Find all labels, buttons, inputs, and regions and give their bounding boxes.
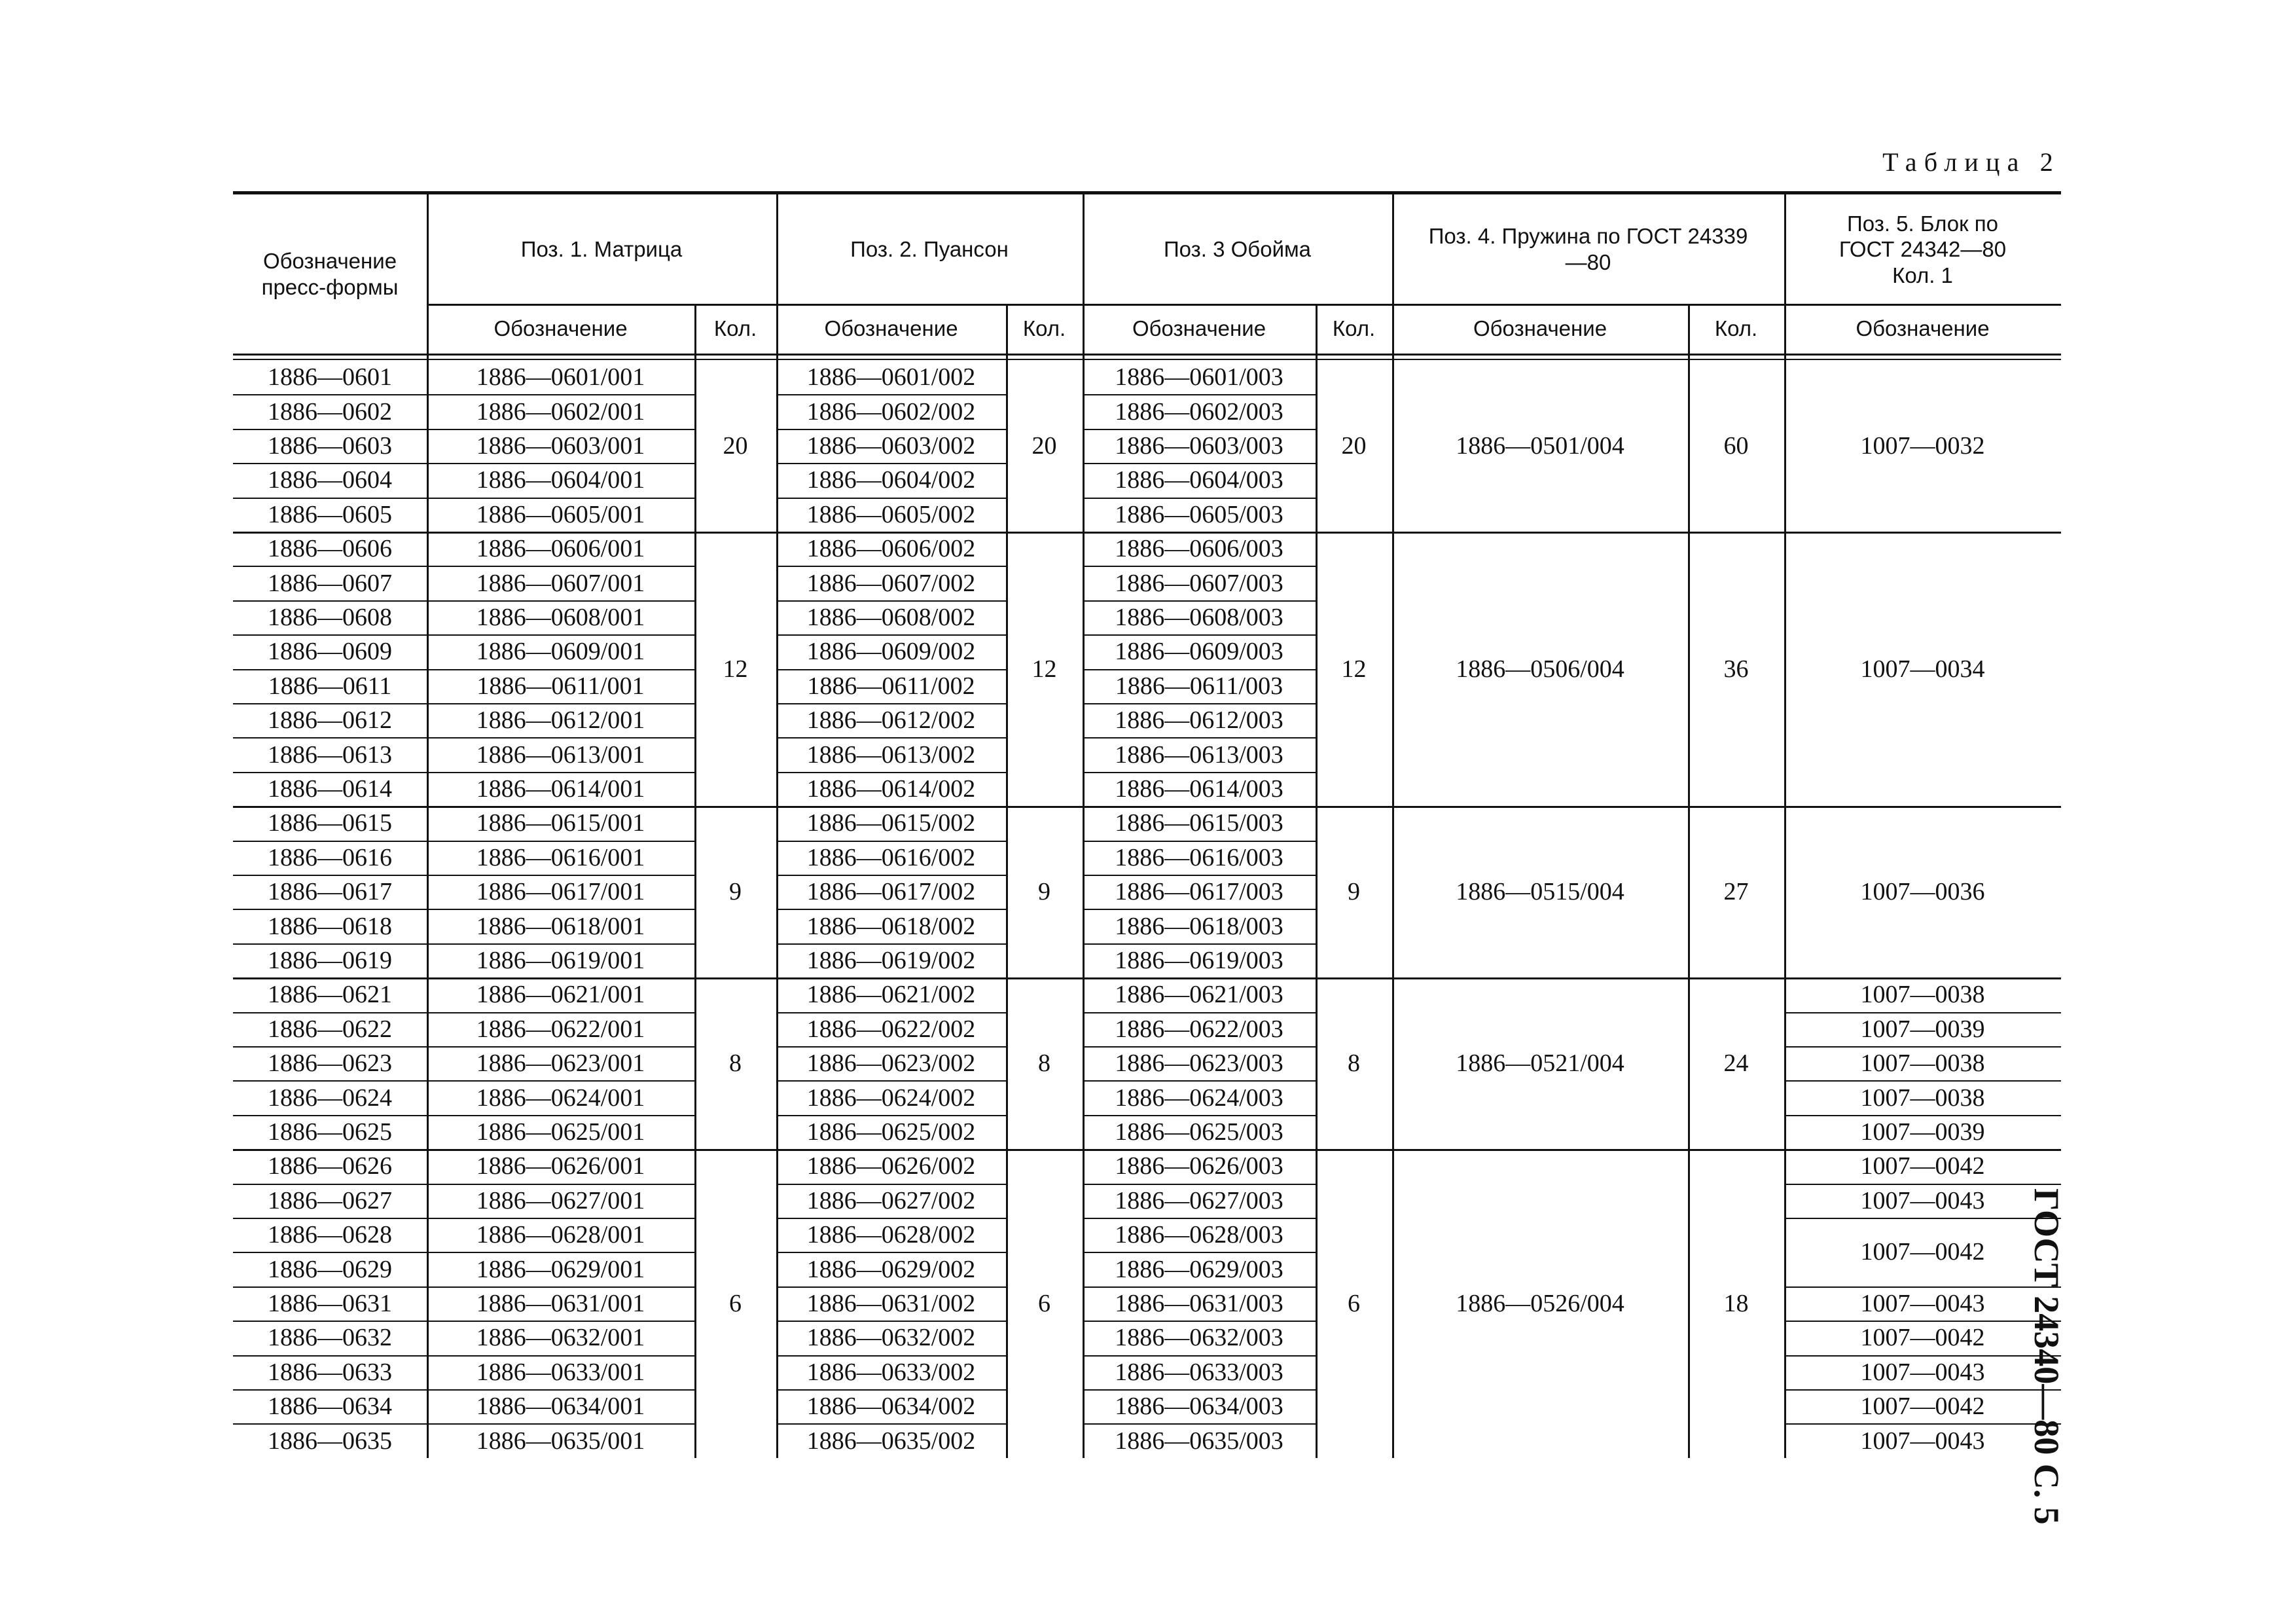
block-designation: 1007—0043: [1860, 1186, 1985, 1214]
mold-designation: 1886—0618: [268, 912, 392, 940]
punch-designation: 1886—0619/002: [806, 946, 976, 974]
mold-designation: 1886—0614: [268, 775, 392, 803]
punch-qty: 9: [1038, 878, 1050, 906]
mold-designation: 1886—0631: [268, 1289, 392, 1317]
holder-designation: 1886—0607/003: [1115, 569, 1283, 597]
mold-designation: 1886—0617: [268, 878, 392, 906]
mold-designation: 1886—0613: [268, 740, 392, 769]
header-bottom-rule: [233, 354, 2061, 356]
punch-designation: 1886—0615/002: [806, 809, 976, 837]
header-pos5-block: Поз. 5. Блок по ГОСТ 24342—80 Кол. 1: [1839, 211, 2007, 287]
holder-designation: 1886—0621/003: [1115, 981, 1283, 1009]
block-designation: 1007—0042: [1860, 1393, 1985, 1421]
block-designation: 1007—0039: [1860, 1015, 1985, 1043]
block-designation: 1007—0043: [1860, 1427, 1985, 1455]
holder-qty: 12: [1341, 655, 1367, 683]
punch-designation: 1886—0626/002: [806, 1152, 976, 1180]
punch-designation: 1886—0611/002: [807, 672, 975, 700]
holder-designation: 1886—0614/003: [1115, 775, 1283, 803]
matrix-designation: 1886—0616/001: [476, 843, 645, 871]
holder-designation: 1886—0623/003: [1115, 1049, 1283, 1078]
matrix-designation: 1886—0606/001: [476, 535, 645, 563]
holder-designation: 1886—0633/003: [1115, 1358, 1283, 1386]
punch-designation: 1886—0632/002: [806, 1324, 976, 1352]
matrix-designation: 1886—0613/001: [476, 740, 645, 769]
matrix-designation: 1886—0609/001: [476, 638, 645, 666]
holder-designation: 1886—0624/003: [1115, 1084, 1283, 1112]
mold-designation: 1886—0624: [268, 1084, 392, 1112]
matrix-designation: 1886—0615/001: [476, 809, 645, 837]
mold-designation: 1886—0608: [268, 603, 392, 631]
punch-qty: 20: [1031, 432, 1057, 460]
holder-designation: 1886—0603/003: [1115, 431, 1283, 460]
mold-designation: 1886—0625: [268, 1118, 392, 1146]
matrix-designation: 1886—0611/001: [476, 672, 645, 700]
matrix-qty: 9: [729, 878, 742, 906]
holder-qty: 8: [1348, 1049, 1360, 1078]
mold-designation: 1886—0616: [268, 843, 392, 871]
spring-designation: 1886—0515/004: [1456, 878, 1624, 906]
spring-designation: 1886—0501/004: [1456, 432, 1624, 460]
punch-designation: 1886—0616/002: [806, 843, 976, 871]
punch-designation: 1886—0618/002: [806, 912, 976, 940]
header-mold-designation: Обозначение пресс-формы: [261, 249, 399, 299]
holder-qty: 6: [1348, 1289, 1360, 1317]
matrix-designation: 1886—0628/001: [476, 1221, 645, 1249]
matrix-designation: 1886—0619/001: [476, 946, 645, 974]
punch-designation: 1886—0623/002: [806, 1049, 976, 1078]
mold-designation: 1886—0628: [268, 1221, 392, 1249]
matrix-designation: 1886—0605/001: [476, 500, 645, 528]
punch-designation: 1886—0603/002: [806, 431, 976, 460]
holder-designation: 1886—0605/003: [1115, 500, 1283, 528]
holder-designation: 1886—0632/003: [1115, 1324, 1283, 1352]
matrix-designation: 1886—0608/001: [476, 603, 645, 631]
punch-designation: 1886—0602/002: [806, 397, 976, 426]
holder-designation: 1886—0629/003: [1115, 1255, 1283, 1283]
holder-designation: 1886—0613/003: [1115, 740, 1283, 769]
sub-qty-2: Кол.: [1022, 316, 1066, 341]
punch-designation: 1886—0624/002: [806, 1084, 976, 1112]
document-code: ГОСТ 24340—80 С. 5: [2027, 1188, 2066, 1525]
punch-designation: 1886—0625/002: [806, 1118, 976, 1146]
mold-designation: 1886—0601: [268, 363, 392, 392]
holder-designation: 1886—0635/003: [1115, 1427, 1283, 1455]
punch-designation: 1886—0631/002: [806, 1289, 976, 1317]
mold-designation: 1886—0605: [268, 500, 392, 528]
matrix-designation: 1886—0614/001: [476, 775, 645, 803]
block-designation: 1007—0038: [1860, 1084, 1985, 1112]
sub-designation-4: Обозначение: [1473, 316, 1607, 341]
holder-designation: 1886—0619/003: [1115, 946, 1283, 974]
block-designation: 1007—0032: [1860, 432, 1985, 460]
mold-designation: 1886—0623: [268, 1049, 392, 1078]
mold-designation: 1886—0612: [268, 706, 392, 735]
holder-designation: 1886—0606/003: [1115, 535, 1283, 563]
punch-designation: 1886—0628/002: [806, 1221, 976, 1249]
header-pos3-holder: Поз. 3 Обойма: [1163, 237, 1312, 262]
punch-designation: 1886—0614/002: [806, 775, 976, 803]
block-designation: 1007—0038: [1860, 1049, 1985, 1078]
holder-designation: 1886—0618/003: [1115, 912, 1283, 940]
matrix-qty: 8: [729, 1049, 742, 1078]
block-designation: 1007—0042: [1860, 1152, 1985, 1180]
holder-designation: 1886—0622/003: [1115, 1015, 1283, 1043]
sub-designation-2: Обозначение: [824, 316, 958, 341]
holder-designation: 1886—0631/003: [1115, 1289, 1283, 1317]
mold-designation: 1886—0633: [268, 1358, 392, 1386]
punch-designation: 1886—0633/002: [806, 1358, 976, 1386]
holder-designation: 1886—0602/003: [1115, 397, 1283, 426]
sub-designation-3: Обозначение: [1132, 316, 1266, 341]
holder-designation: 1886—0612/003: [1115, 706, 1283, 735]
mold-designation: 1886—0622: [268, 1015, 392, 1043]
matrix-designation: 1886—0625/001: [476, 1118, 645, 1146]
press-form-table: [233, 191, 2061, 1461]
matrix-designation: 1886—0607/001: [476, 569, 645, 597]
punch-designation: 1886—0629/002: [806, 1255, 976, 1283]
matrix-designation: 1886—0627/001: [476, 1186, 645, 1214]
block-designation: 1007—0036: [1860, 878, 1985, 906]
mold-designation: 1886—0635: [268, 1427, 392, 1455]
spring-qty: 27: [1723, 878, 1749, 906]
sub-designation-5: Обозначение: [1856, 316, 1990, 341]
mold-designation: 1886—0621: [268, 981, 392, 1009]
matrix-designation: 1886—0622/001: [476, 1015, 645, 1043]
matrix-designation: 1886—0621/001: [476, 981, 645, 1009]
holder-designation: 1886—0626/003: [1115, 1152, 1283, 1180]
holder-designation: 1886—0634/003: [1115, 1393, 1283, 1421]
matrix-designation: 1886—0601/001: [476, 363, 645, 392]
punch-designation: 1886—0622/002: [806, 1015, 976, 1043]
spring-designation: 1886—0506/004: [1456, 655, 1624, 683]
matrix-designation: 1886—0617/001: [476, 878, 645, 906]
matrix-designation: 1886—0632/001: [476, 1324, 645, 1352]
punch-designation: 1886—0627/002: [806, 1186, 976, 1214]
matrix-designation: 1886—0629/001: [476, 1255, 645, 1283]
spring-designation: 1886—0521/004: [1456, 1049, 1624, 1078]
holder-designation: 1886—0627/003: [1115, 1186, 1283, 1214]
matrix-designation: 1886—0634/001: [476, 1393, 645, 1421]
punch-qty: 6: [1038, 1289, 1050, 1317]
matrix-qty: 20: [723, 432, 748, 460]
mold-designation: 1886—0611: [268, 672, 392, 700]
matrix-designation: 1886—0626/001: [476, 1152, 645, 1180]
mold-designation: 1886—0632: [268, 1324, 392, 1352]
holder-designation: 1886—0616/003: [1115, 843, 1283, 871]
matrix-qty: 6: [729, 1289, 742, 1317]
spring-qty: 18: [1723, 1289, 1749, 1317]
block-designation: 1007—0043: [1860, 1289, 1985, 1317]
mold-designation: 1886—0615: [268, 809, 392, 837]
block-designation: 1007—0043: [1860, 1358, 1985, 1386]
punch-designation: 1886—0607/002: [806, 569, 976, 597]
block-designation: 1007—0038: [1860, 981, 1985, 1009]
header-pos1-matrix: Поз. 1. Матрица: [520, 237, 683, 262]
holder-designation: 1886—0615/003: [1115, 809, 1283, 837]
punch-designation: 1886—0606/002: [806, 535, 976, 563]
punch-designation: 1886—0605/002: [806, 500, 976, 528]
sub-designation-1: Обозначение: [493, 316, 628, 341]
holder-designation: 1886—0628/003: [1115, 1221, 1283, 1249]
matrix-designation: 1886—0602/001: [476, 397, 645, 426]
table-caption: Таблица 2: [1882, 147, 2060, 177]
matrix-designation: 1886—0604/001: [476, 466, 645, 494]
matrix-designation: 1886—0633/001: [476, 1358, 645, 1386]
punch-designation: 1886—0608/002: [806, 603, 976, 631]
spring-qty: 60: [1723, 432, 1749, 460]
mold-designation: 1886—0604: [268, 466, 392, 494]
sub-qty-4: Кол.: [1714, 316, 1758, 341]
punch-designation: 1886—0621/002: [806, 981, 976, 1009]
block-designation: 1007—0042: [1860, 1238, 1985, 1266]
mold-designation: 1886—0609: [268, 638, 392, 666]
holder-designation: 1886—0625/003: [1115, 1118, 1283, 1146]
matrix-designation: 1886—0635/001: [476, 1427, 645, 1455]
block-designation: 1007—0034: [1860, 655, 1985, 683]
table-top-rule: [233, 191, 2061, 194]
punch-designation: 1886—0635/002: [806, 1427, 976, 1455]
block-designation: 1007—0042: [1860, 1324, 1985, 1352]
spring-qty: 24: [1723, 1049, 1749, 1078]
matrix-designation: 1886—0631/001: [476, 1289, 645, 1317]
punch-designation: 1886—0604/002: [806, 466, 976, 494]
holder-designation: 1886—0609/003: [1115, 638, 1283, 666]
punch-qty: 12: [1031, 655, 1057, 683]
holder-designation: 1886—0611/003: [1115, 672, 1283, 700]
mold-designation: 1886—0607: [268, 569, 392, 597]
punch-designation: 1886—0613/002: [806, 740, 976, 769]
matrix-designation: 1886—0624/001: [476, 1084, 645, 1112]
matrix-designation: 1886—0612/001: [476, 706, 645, 735]
punch-designation: 1886—0601/002: [806, 363, 976, 392]
punch-designation: 1886—0609/002: [806, 638, 976, 666]
holder-designation: 1886—0617/003: [1115, 878, 1283, 906]
punch-qty: 8: [1038, 1049, 1050, 1078]
mold-designation: 1886—0619: [268, 946, 392, 974]
punch-designation: 1886—0612/002: [806, 706, 976, 735]
mold-designation: 1886—0606: [268, 535, 392, 563]
header-pos4-spring: Поз. 4. Пружина по ГОСТ 24339—80: [1428, 224, 1748, 274]
mold-designation: 1886—0602: [268, 397, 392, 426]
mold-designation: 1886—0627: [268, 1186, 392, 1214]
header-pos2-punch: Поз. 2. Пуансон: [850, 237, 1009, 262]
spring-qty: 36: [1723, 655, 1749, 683]
mold-designation: 1886—0626: [268, 1152, 392, 1180]
holder-designation: 1886—0604/003: [1115, 466, 1283, 494]
block-designation: 1007—0039: [1860, 1118, 1985, 1146]
matrix-qty: 12: [723, 655, 748, 683]
punch-designation: 1886—0617/002: [806, 878, 976, 906]
punch-designation: 1886—0634/002: [806, 1393, 976, 1421]
holder-qty: 20: [1341, 432, 1367, 460]
holder-designation: 1886—0608/003: [1115, 603, 1283, 631]
matrix-designation: 1886—0623/001: [476, 1049, 645, 1078]
matrix-designation: 1886—0618/001: [476, 912, 645, 940]
mold-designation: 1886—0603: [268, 431, 392, 460]
mold-designation: 1886—0629: [268, 1255, 392, 1283]
mold-designation: 1886—0634: [268, 1393, 392, 1421]
matrix-designation: 1886—0603/001: [476, 431, 645, 460]
sub-qty-3: Кол.: [1332, 316, 1376, 341]
sub-qty-1: Кол.: [713, 316, 757, 341]
holder-qty: 9: [1348, 878, 1360, 906]
spring-designation: 1886—0526/004: [1456, 1289, 1624, 1317]
holder-designation: 1886—0601/003: [1115, 363, 1283, 392]
